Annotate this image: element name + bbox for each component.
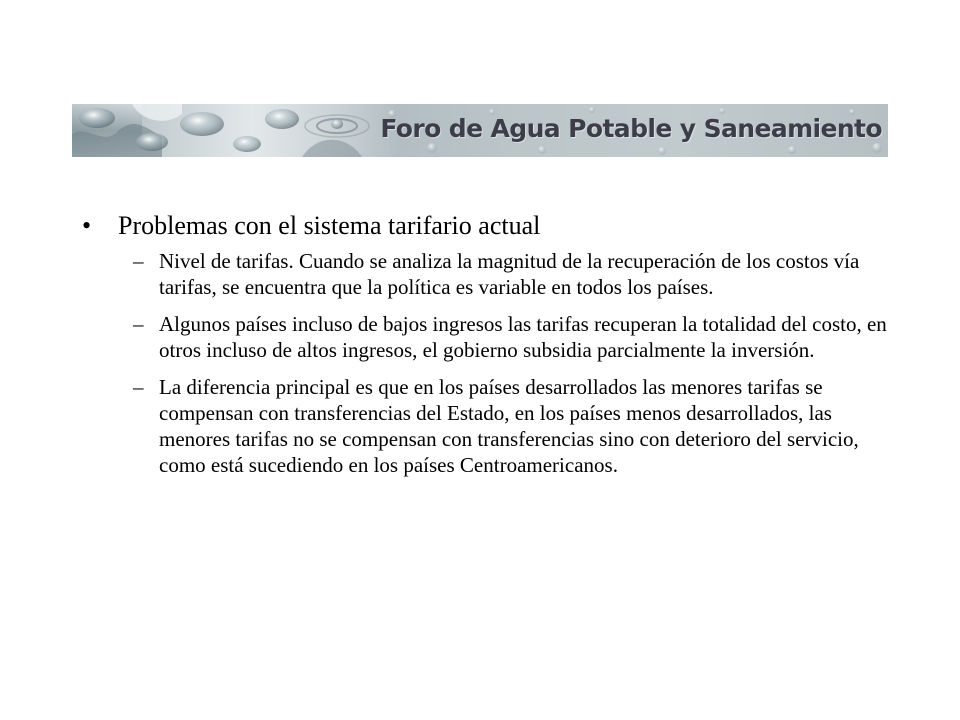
sub-bullet-text: Algunos países incluso de bajos ingresos las tarifas recuperan la totalidad del costo, en otros incluso de altos ingresos, el gobierno subsidia parcialmente la inversión. <box>159 312 887 362</box>
banner-title: Foro de Agua Potable y Saneamiento <box>380 114 882 143</box>
bullet-icon: • <box>82 211 92 240</box>
sub-bullet-text: Nivel de tarifas. Cuando se analiza la magnitud de la recuperación de los costos vía tarifas, se encuentra que la política es variable en todos los países. <box>159 249 860 299</box>
sub-bullet-item <box>82 374 892 478</box>
header-banner <box>72 104 888 157</box>
heading-text: Problemas con el sistema tarifario actual <box>118 211 541 240</box>
sub-bullet-text: La diferencia principal es que en los países desarrollados las menores tarifas se compensan con transferencias del Estado, en los países menos desarrollados, las menores tarifas no se compensan con transferencias sino con deterioro del servicio, como está sucediendo en los países Centroamericanos. <box>159 375 859 477</box>
dash-icon: – <box>133 249 144 273</box>
dash-icon: – <box>133 312 144 336</box>
sub-bullet-item <box>82 248 892 300</box>
sub-bullet-item <box>82 311 892 363</box>
dash-icon: – <box>133 375 144 399</box>
slide-content <box>82 210 892 489</box>
bullet-heading <box>82 210 892 242</box>
